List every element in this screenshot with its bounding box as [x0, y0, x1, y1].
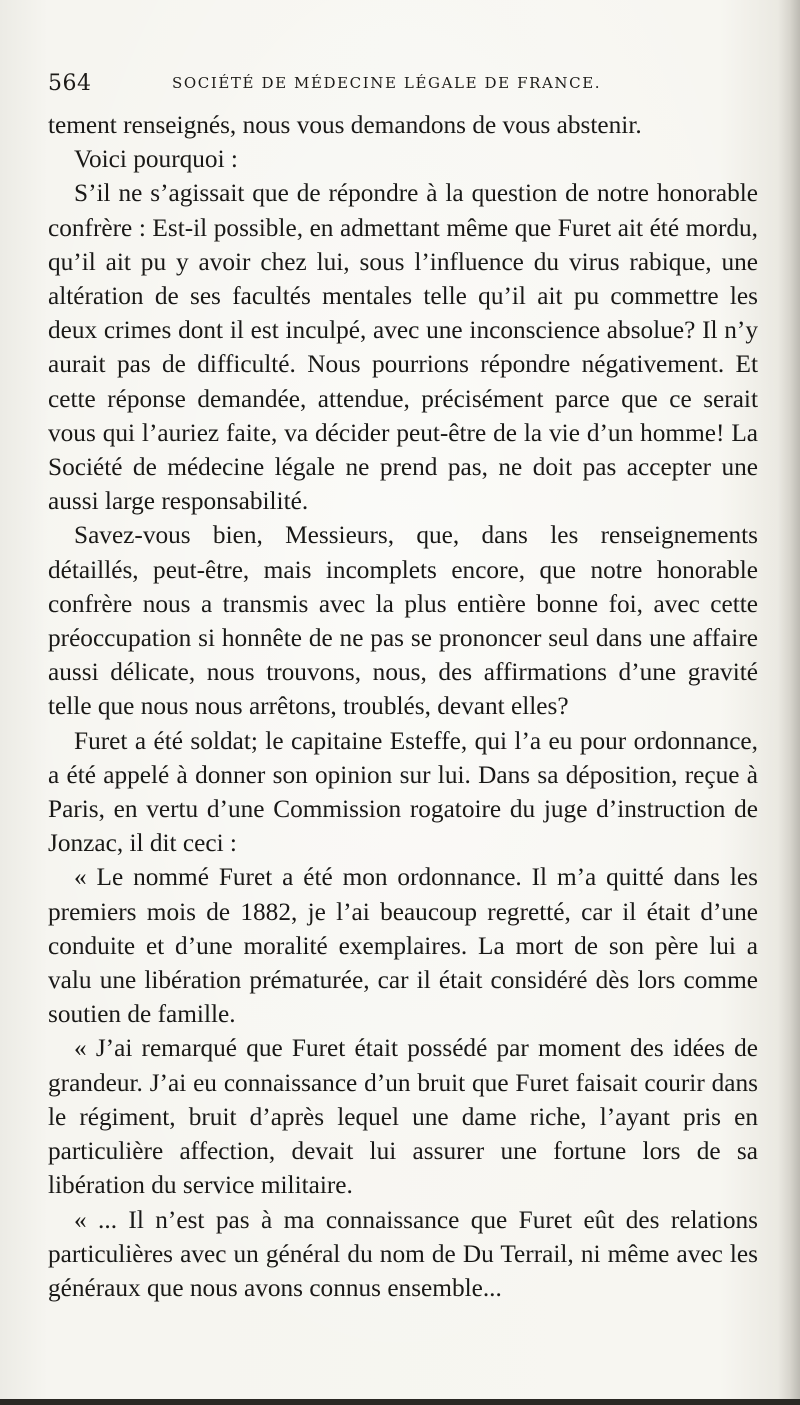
paragraph-continuation: tement renseignés, nous vous demandons de vous abstenir. — [48, 111, 642, 139]
bottom-edge — [0, 1399, 800, 1405]
quote-paragraph: « J’ai remarqué que Furet était possédé par moment des idées de grandeur. J’ai eu connaissance d’un bruit que Furet faisait courir dans le régiment, bruit d’après lequel une dame riche, l’ayant pris en particulière affection, devait lui assurer une fortune lors de sa libération du service militaire. — [48, 1034, 758, 1200]
quote-paragraph: « ... Il n’est pas à ma connaissance que Furet eût des relations particulières avec un général du nom de Du Terrail, ni même avec les généraux que nous avons connus ensemble... — [48, 1205, 758, 1302]
quote-paragraph: « Le nommé Furet a été mon ordonnance. Il m’a quitté dans les premiers mois de 1882, je l’ai beaucoup regretté, car il était d’une conduite et d’une moralité exemplaires. La mort de son père lui a valu une libération prématurée, car il était considéré dès lors comme soutien de famille. — [48, 863, 758, 1029]
paragraph: Savez-vous bien, Messieurs, que, dans les renseignements détaillés, peut-être, mais incomplets encore, que notre honorable confrère nous a transmis avec la plus entière bonne foi, avec cette préoccupation si honnête de ne pas se prononcer seul dans une affaire aussi délicate, nous trouvons, nous, des affirmations d’une gravité telle que nous nous arrêtons, troublés, devant elles? — [48, 521, 758, 721]
body-text — [48, 108, 758, 1305]
paragraph: Voici pourquoi : — [74, 145, 238, 174]
paragraph: S’il ne s’agissait que de répondre à la question de notre honorable confrère : Est-il possible, en admettant même que Furet ait été mordu, qu’il ait pu y avoir chez lui, sous l’influence du virus rabique, une altération de ses facultés mentales telle qu’il ait pu commettre les deux crimes dont il est inculpé, avec une inconscience absolue? Il n’y aurait pas de difficulté. Nous pourrions répondre négativement. Et cette réponse demandée, attendue, précisément parce que ce serait vous qui l’auriez faite, va décider peut-être de la vie d’un homme! La Société de médecine légale ne prend pas, ne doit pas accepter une aussi large responsabilité. — [48, 179, 758, 516]
page-gutter-shadow — [778, 0, 800, 1405]
page-number: 564 — [48, 71, 92, 96]
running-head: SOCIÉTÉ DE MÉDECINE LÉGALE DE FRANCE. — [172, 74, 602, 92]
paragraph: Furet a été soldat; le capitaine Esteffe, qui l’a eu pour ordonnance, a été appelé à donner son opinion sur lui. Dans sa déposition, reçue à Paris, en vertu d’une Commission rogatoire du juge d’instruction de Jonzac, il dit ceci : — [48, 726, 758, 858]
page-header — [48, 68, 748, 104]
